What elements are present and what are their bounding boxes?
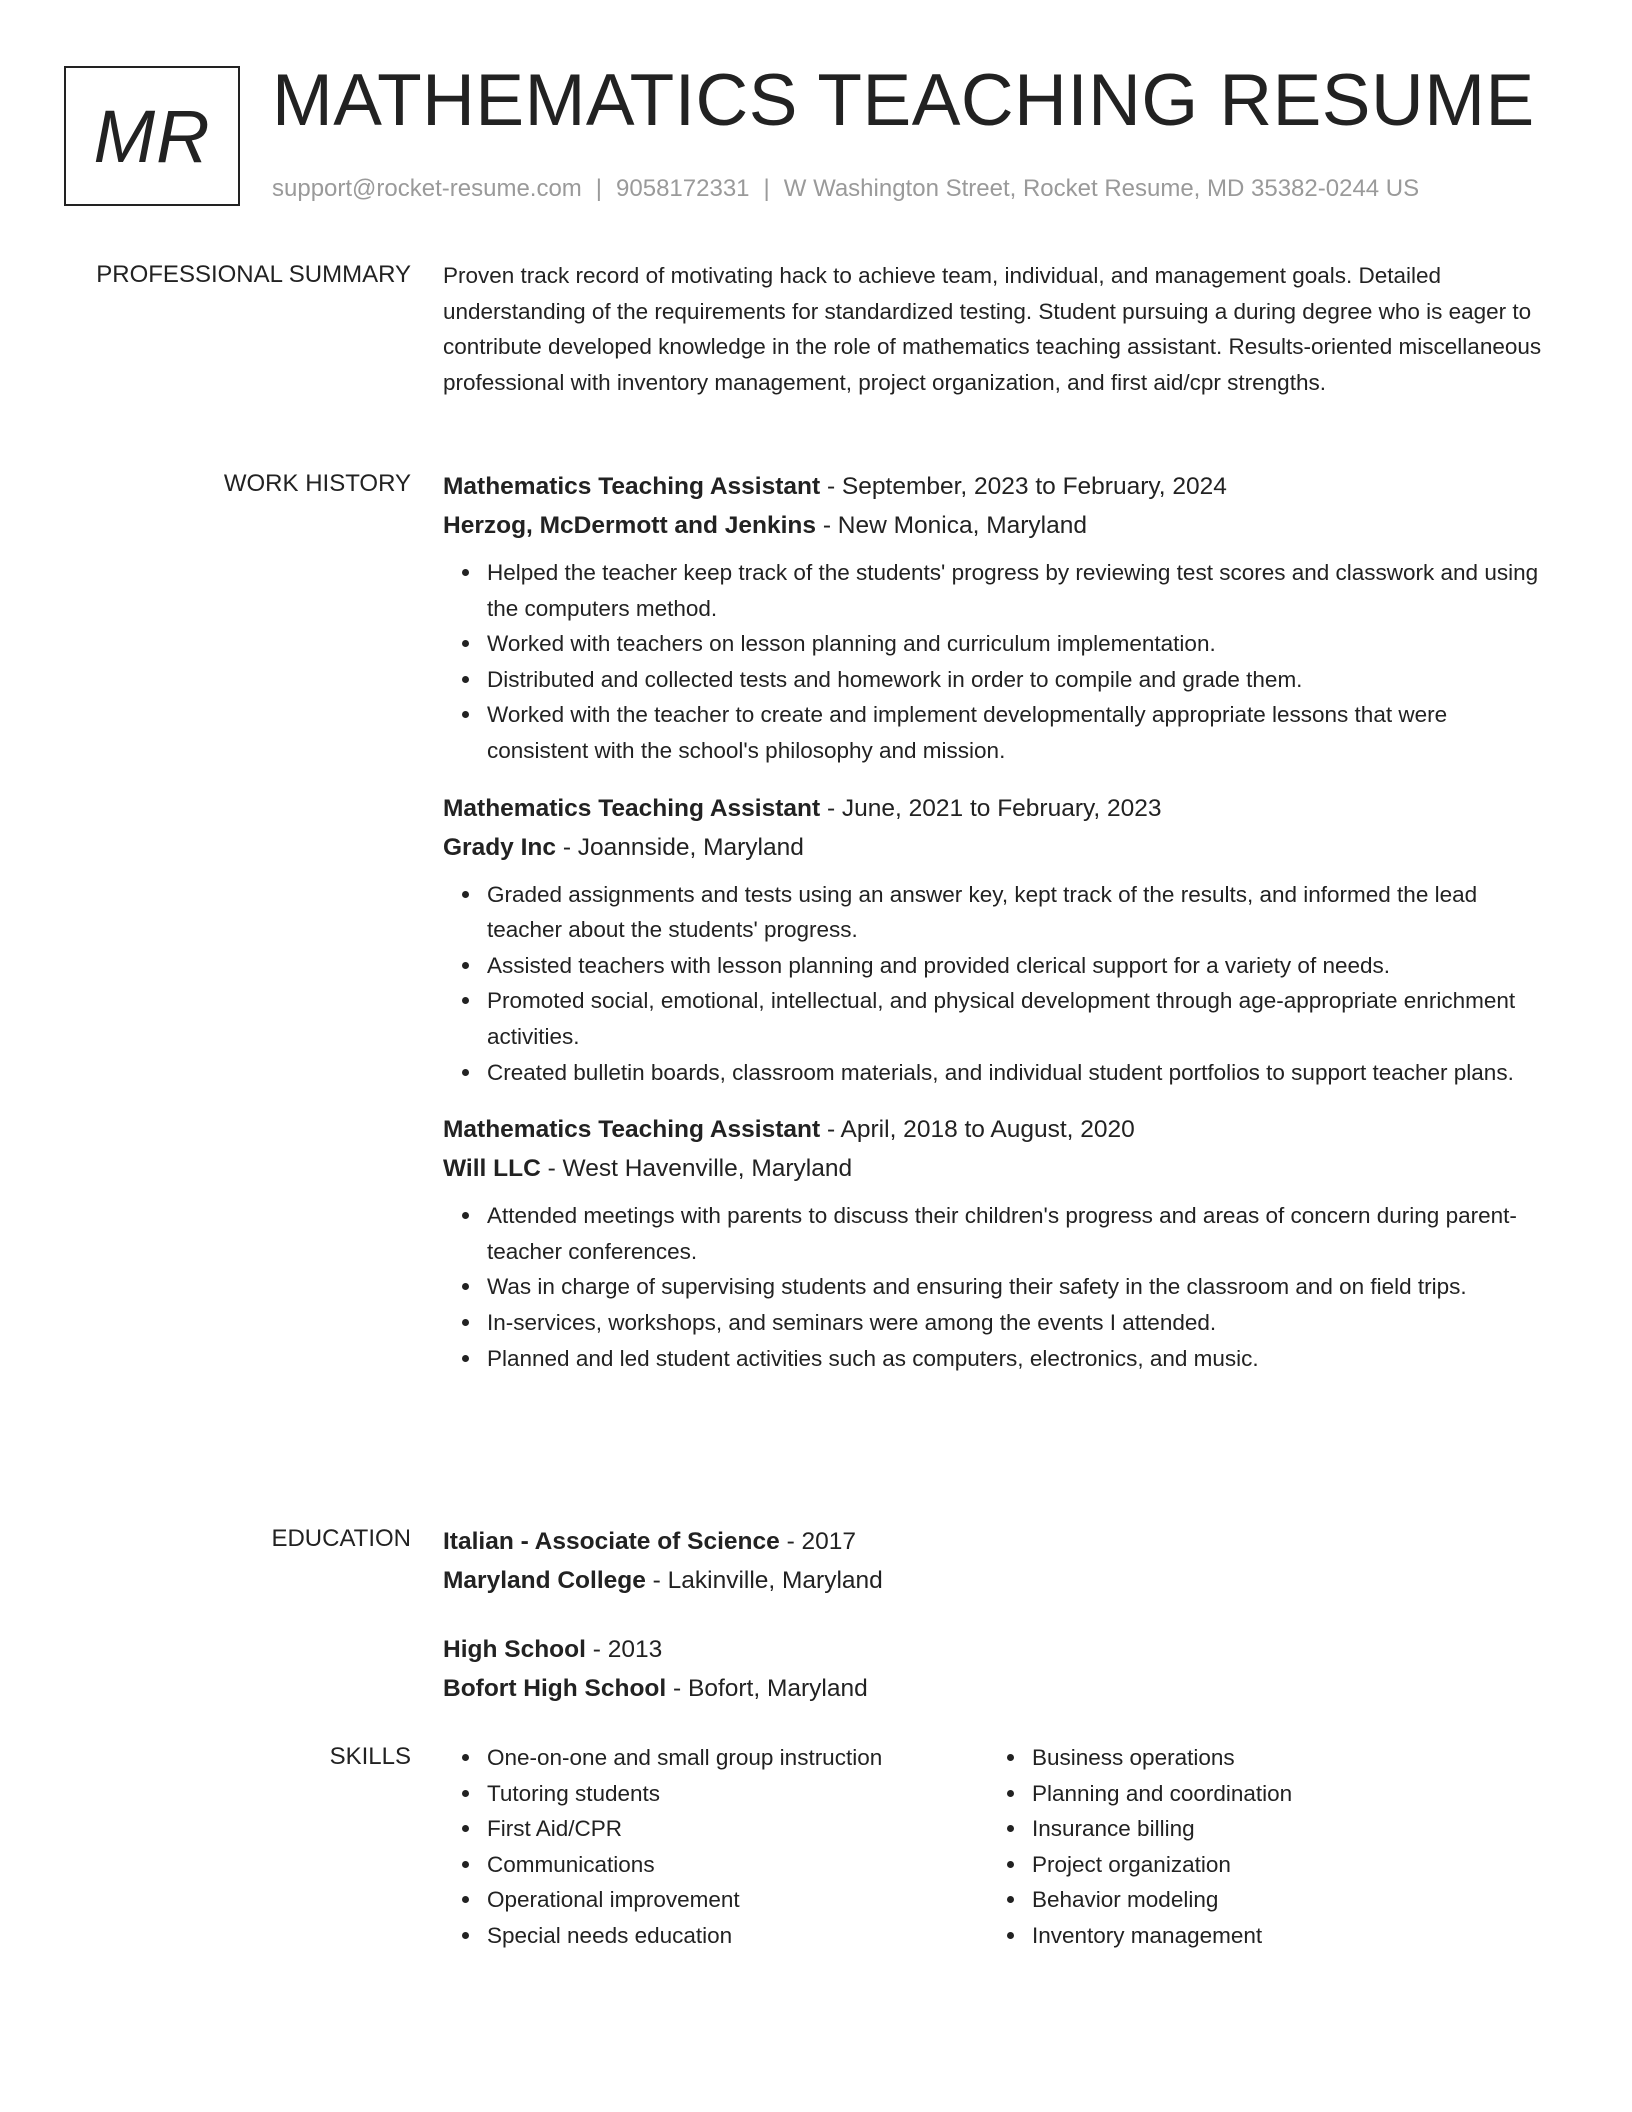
skill-item: Business operations xyxy=(1032,1740,1533,1776)
job-bullets xyxy=(443,877,1553,1091)
education-degree: High School xyxy=(443,1636,586,1663)
education-school-line xyxy=(443,1561,1553,1600)
education-degree: Italian - Associate of Science xyxy=(443,1528,780,1555)
job-bullet: Was in charge of supervising students and ensuring their safety in the classroom and on field trips. xyxy=(487,1269,1553,1305)
contact-email: support@rocket-resume.com xyxy=(272,175,582,202)
contact-line xyxy=(272,172,1419,206)
skill-item: First Aid/CPR xyxy=(487,1811,988,1847)
job-title-line xyxy=(443,789,1553,828)
education-location: - Lakinville, Maryland xyxy=(645,1567,883,1594)
job-bullet: Attended meetings with parents to discuss their children's progress and areas of concern during parent-teacher conferences. xyxy=(487,1198,1553,1269)
job-company: Will LLC xyxy=(443,1155,541,1183)
section-label: PROFESSIONAL SUMMARY xyxy=(96,261,411,288)
job-dates: - June, 2021 to February, 2023 xyxy=(820,794,1162,822)
job-location: - West Havenville, Maryland xyxy=(540,1155,853,1183)
job-title: Mathematics Teaching Assistant xyxy=(443,1116,821,1144)
job-entry xyxy=(443,789,1553,1091)
contact-address: W Washington Street, Rocket Resume, MD 35382-0244 US xyxy=(783,175,1420,202)
job-dates: - April, 2018 to August, 2020 xyxy=(820,1116,1135,1144)
job-company-line xyxy=(443,1149,1553,1188)
education-location: - Bofort, Maryland xyxy=(666,1675,868,1702)
section-body xyxy=(443,1522,1553,1738)
skill-item: Inventory management xyxy=(1032,1918,1533,1954)
section-body xyxy=(443,258,1553,400)
education-school: Bofort High School xyxy=(443,1675,667,1702)
skills-columns xyxy=(443,1740,1553,1954)
section-body xyxy=(443,1740,1553,1954)
education-entry xyxy=(443,1630,1553,1708)
contact-separator: | xyxy=(595,175,603,202)
monogram-badge xyxy=(64,66,240,206)
section-label: SKILLS xyxy=(329,1743,411,1770)
job-title-line xyxy=(443,1110,1553,1149)
skill-item: Communications xyxy=(487,1847,988,1883)
job-entry xyxy=(443,1110,1553,1376)
job-title: Mathematics Teaching Assistant xyxy=(443,473,821,500)
education-degree-line xyxy=(443,1522,1553,1561)
job-bullet: Worked with teachers on lesson planning and curriculum implementation. xyxy=(487,626,1553,662)
job-title: Mathematics Teaching Assistant xyxy=(443,794,821,822)
skill-item: Behavior modeling xyxy=(1032,1882,1533,1918)
skill-item: Tutoring students xyxy=(487,1776,988,1812)
job-bullet: Worked with the teacher to create and implement developmentally appropriate lessons that were consistent with the school's philosophy and mission. xyxy=(487,697,1553,768)
skill-item: Project organization xyxy=(1032,1847,1533,1883)
skills-list xyxy=(988,1740,1533,1954)
job-bullet: In-services, workshops, and seminars were among the events I attended. xyxy=(487,1305,1553,1341)
skill-item: One-on-one and small group instruction xyxy=(487,1740,988,1776)
contact-separator: | xyxy=(763,175,770,202)
education-year: - 2017 xyxy=(779,1528,857,1555)
job-bullet: Graded assignments and tests using an answer key, kept track of the results, and informed the lead teacher about the students' progress. xyxy=(487,877,1553,948)
skills-column-right xyxy=(988,1740,1533,1954)
skill-item: Operational improvement xyxy=(487,1882,988,1918)
skill-item: Special needs education xyxy=(487,1918,988,1954)
job-bullet: Helped the teacher keep track of the students' progress by reviewing test scores and classwork and using the computers method. xyxy=(487,555,1553,626)
job-bullet: Distributed and collected tests and homework in order to compile and grade them. xyxy=(487,662,1553,698)
job-bullet: Assisted teachers with lesson planning and provided clerical support for a variety of needs. xyxy=(487,948,1553,984)
job-bullets xyxy=(443,1198,1553,1376)
job-bullet: Planned and led student activities such as computers, electronics, and music. xyxy=(487,1341,1553,1377)
education-degree-line xyxy=(443,1630,1553,1669)
summary-text: Proven track record of motivating hack to achieve team, individual, and management goals. Detailed understanding of the requirements for standardized testing. Student pursuing a during degree who is eager to contribute developed knowledge in the role of mathematics teaching assistant. Results-oriented miscellaneous professional with inventory management, project organization, and first aid/cpr strengths. xyxy=(443,263,1542,395)
resume-title: MATHEMATICS TEACHING RESUME xyxy=(272,60,1535,141)
skills-column-left xyxy=(443,1740,988,1954)
job-bullet: Created bulletin boards, classroom materials, and individual student portfolios to support teacher plans. xyxy=(487,1055,1553,1091)
education-school-line xyxy=(443,1669,1553,1708)
section-body xyxy=(443,467,1553,1396)
contact-phone: 9058172331 xyxy=(616,175,750,202)
section-label: EDUCATION xyxy=(271,1525,411,1552)
skill-item: Planning and coordination xyxy=(1032,1776,1533,1812)
job-bullets xyxy=(443,555,1553,769)
job-dates: - September, 2023 to February, 2024 xyxy=(820,473,1227,500)
job-company: Herzog, McDermott and Jenkins xyxy=(443,512,817,539)
job-location: - Joannside, Maryland xyxy=(556,833,804,861)
job-company-line xyxy=(443,828,1553,867)
section-label: WORK HISTORY xyxy=(223,470,411,497)
job-location: - New Monica, Maryland xyxy=(816,512,1087,539)
job-bullet: Promoted social, emotional, intellectual, and physical development through age-appropriate enrichment activities. xyxy=(487,983,1553,1054)
job-entry xyxy=(443,467,1553,769)
education-year: - 2013 xyxy=(585,1636,663,1663)
education-school: Maryland College xyxy=(443,1567,646,1594)
skills-list xyxy=(443,1740,988,1954)
monogram-initials: MR xyxy=(93,94,211,178)
job-company: Grady Inc xyxy=(443,833,557,861)
job-title-line xyxy=(443,467,1553,506)
skill-item: Insurance billing xyxy=(1032,1811,1533,1847)
job-company-line xyxy=(443,506,1553,545)
education-entry xyxy=(443,1522,1553,1600)
